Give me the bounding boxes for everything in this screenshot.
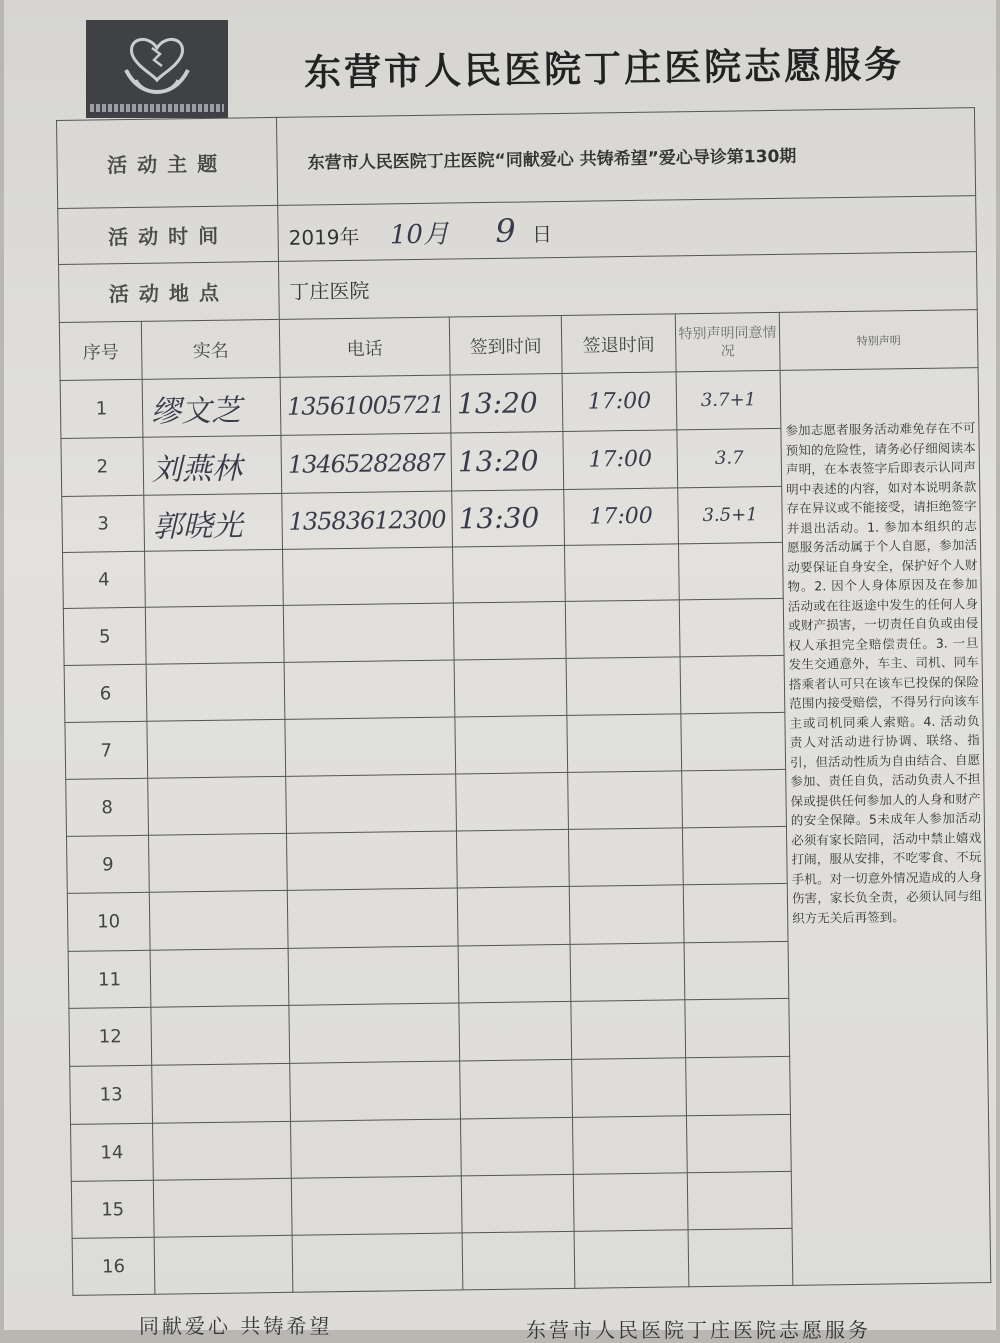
paper-sheet	[4, 0, 996, 1342]
col-index-header: 序号	[59, 321, 142, 380]
row-index: 14	[71, 1123, 154, 1181]
row-signin-time	[453, 545, 566, 603]
date-day: 9	[495, 211, 516, 250]
row-statement	[682, 769, 787, 827]
row-signin-time	[459, 1001, 572, 1061]
row-signin-time	[453, 601, 566, 660]
row-phone	[283, 547, 454, 605]
row-name	[146, 662, 285, 721]
place-value: 丁庄医院	[278, 252, 977, 320]
row-phone	[290, 1061, 461, 1121]
row-signout-time	[566, 657, 681, 716]
row-phone	[289, 1003, 460, 1063]
row-statement: 3.5+1	[678, 486, 783, 543]
row-phone	[288, 946, 459, 1005]
row-signout-time	[574, 1230, 689, 1289]
row-index: 2	[61, 437, 144, 496]
row-statement	[678, 542, 783, 599]
row-phone	[292, 1233, 463, 1292]
row-index: 7	[65, 721, 148, 779]
row-name	[150, 948, 289, 1007]
row-statement: 3.7+1	[676, 370, 781, 429]
row-phone	[291, 1176, 462, 1235]
row-phone	[283, 603, 454, 662]
col-phone-header: 电话	[279, 317, 450, 377]
place-label: 活动地点	[59, 261, 280, 322]
row-signin-time	[456, 772, 569, 831]
date-day-unit: 日	[531, 221, 553, 246]
row-name	[147, 719, 286, 778]
table-row	[60, 368, 979, 439]
row-name	[148, 833, 287, 892]
row-signin-time	[460, 1059, 573, 1119]
footer-organization: 东营市人民医院丁庄医院志愿服务	[526, 1318, 871, 1342]
theme-value: 东营市人民医院丁庄医院“同献爱心 共铸希望”爱心导诊第130期	[276, 108, 975, 206]
row-signout-time	[569, 885, 684, 945]
row-index: 8	[66, 778, 149, 836]
notice-text: 参加志愿者服务活动难免存在不可预知的危险性，请务必仔细阅读本声明，在本表签字后即表示认同声明中表述的内容，如对本说明条款存在异议或不能接受，请拒绝签字并退出活动。1. 参加本组织的志愿服务活动属于个人自愿，参加活动要保证自身安全，保护好个人财物。2. 因个人身体原因及在参加活动或在往返途中发生的任何人身或财产损害，一切责任自负或由侵权人承担完全赔偿责任。3. 一旦发生交通意外，车主、司机、同车搭乘者认可只在该车已投保的保险范围内接受赔偿，不得另行向该车主或司机同乘人索赔。4. 活动负责人对活动进行协调、联络、指引，但活动性质为自由结合、自愿参加、责任自负，活动负责人不担保或提供任何参加人的人身和财产的安全保障。5未成年人参加活动必须有家长陪同，活动中禁止嬉戏打闹，服从安排，不吃零食、不玩手机。对一切意外情况造成的人身伤害，家长负全责，必须认同与组织方无关后再签到。	[780, 368, 991, 1286]
row-index: 15	[71, 1180, 154, 1238]
row-phone	[285, 717, 456, 776]
row-phone	[287, 888, 458, 948]
row-phone: 13583612300	[282, 491, 453, 549]
col-signout-header: 签退时间	[561, 314, 676, 374]
row-name	[152, 1063, 291, 1123]
row-index: 16	[72, 1237, 155, 1295]
row-name: 郭晓光	[144, 493, 283, 551]
row-index: 6	[64, 664, 147, 722]
row-statement	[686, 1114, 791, 1172]
row-phone	[286, 774, 457, 833]
row-phone	[286, 831, 457, 890]
row-signout-time	[573, 1173, 688, 1232]
row-signout-time	[572, 1058, 687, 1118]
row-phone	[291, 1119, 462, 1178]
row-name	[151, 1005, 290, 1065]
row-statement	[681, 712, 786, 770]
row-signout-time	[567, 714, 682, 773]
col-signin-header: 签到时间	[449, 315, 562, 375]
row-statement	[682, 826, 787, 884]
row-phone: 13465282887	[281, 433, 452, 493]
row-signout-time	[564, 544, 679, 602]
row-signin-time	[458, 944, 571, 1003]
row-statement: 3.7	[677, 428, 782, 487]
row-phone	[284, 660, 455, 719]
row-name	[149, 890, 288, 950]
row-index: 10	[67, 892, 150, 951]
row-statement	[684, 941, 789, 999]
row-name: 刘燕林	[143, 435, 282, 495]
row-signout-time	[571, 1000, 686, 1060]
row-signin-time	[461, 1174, 574, 1233]
row-index: 3	[62, 495, 145, 552]
logo-caption	[90, 104, 224, 112]
row-signin-time	[457, 886, 570, 946]
row-signout-time: 17:00	[562, 372, 677, 432]
row-signout-time	[572, 1116, 687, 1175]
col-statement-header: 特别声明同意情况	[675, 312, 780, 371]
row-name	[154, 1235, 293, 1294]
row-signin-time	[454, 658, 567, 717]
row-signin-time	[462, 1231, 575, 1290]
date-year: 2019年	[288, 224, 360, 250]
row-signout-time	[570, 943, 685, 1002]
row-statement	[686, 1056, 791, 1115]
form-table	[56, 107, 991, 1296]
col-name-header: 实名	[141, 319, 280, 379]
row-signin-time	[456, 829, 569, 888]
signin-form	[56, 107, 990, 1296]
time-label: 活动时间	[58, 205, 279, 264]
date-value	[278, 196, 977, 262]
row-index: 13	[70, 1065, 153, 1124]
row-index: 1	[60, 379, 143, 438]
row-signin-time	[455, 715, 568, 774]
organization-logo	[86, 20, 228, 118]
row-index: 4	[63, 551, 146, 608]
theme-label: 活动主题	[57, 117, 278, 208]
row-signout-time	[565, 600, 680, 659]
signin-rows	[60, 368, 991, 1296]
row-name	[148, 776, 287, 835]
row-statement	[679, 598, 784, 656]
row-signout-time: 17:00	[564, 488, 679, 546]
row-signin-time: 13:30	[452, 489, 565, 547]
row-index: 9	[67, 835, 150, 893]
row-name: 缪文芝	[142, 377, 281, 437]
row-signin-time: 13:20	[450, 373, 563, 433]
col-notice-header: 特别声明	[779, 310, 978, 371]
row-signin-time	[460, 1117, 573, 1176]
date-month: 10月	[389, 219, 450, 250]
row-phone: 13561005721	[280, 375, 451, 435]
row-statement	[680, 655, 785, 713]
theme-row	[57, 108, 976, 209]
row-statement	[685, 998, 790, 1057]
row-signout-time: 17:00	[563, 430, 678, 490]
row-statement	[683, 883, 788, 942]
row-signout-time	[568, 771, 683, 830]
page-title: 东营市人民医院丁庄医院志愿服务	[303, 42, 905, 95]
row-signin-time: 13:20	[451, 431, 564, 491]
row-index: 11	[68, 950, 151, 1008]
row-statement	[688, 1228, 793, 1286]
row-signout-time	[568, 828, 683, 887]
row-index: 12	[69, 1007, 152, 1066]
footer-slogan: 同献爱心 共铸希望	[139, 1314, 333, 1338]
row-name	[153, 1121, 292, 1180]
row-index: 5	[63, 607, 146, 665]
row-name	[153, 1178, 292, 1237]
row-statement	[687, 1171, 792, 1229]
row-name	[145, 549, 284, 607]
row-name	[145, 605, 284, 664]
